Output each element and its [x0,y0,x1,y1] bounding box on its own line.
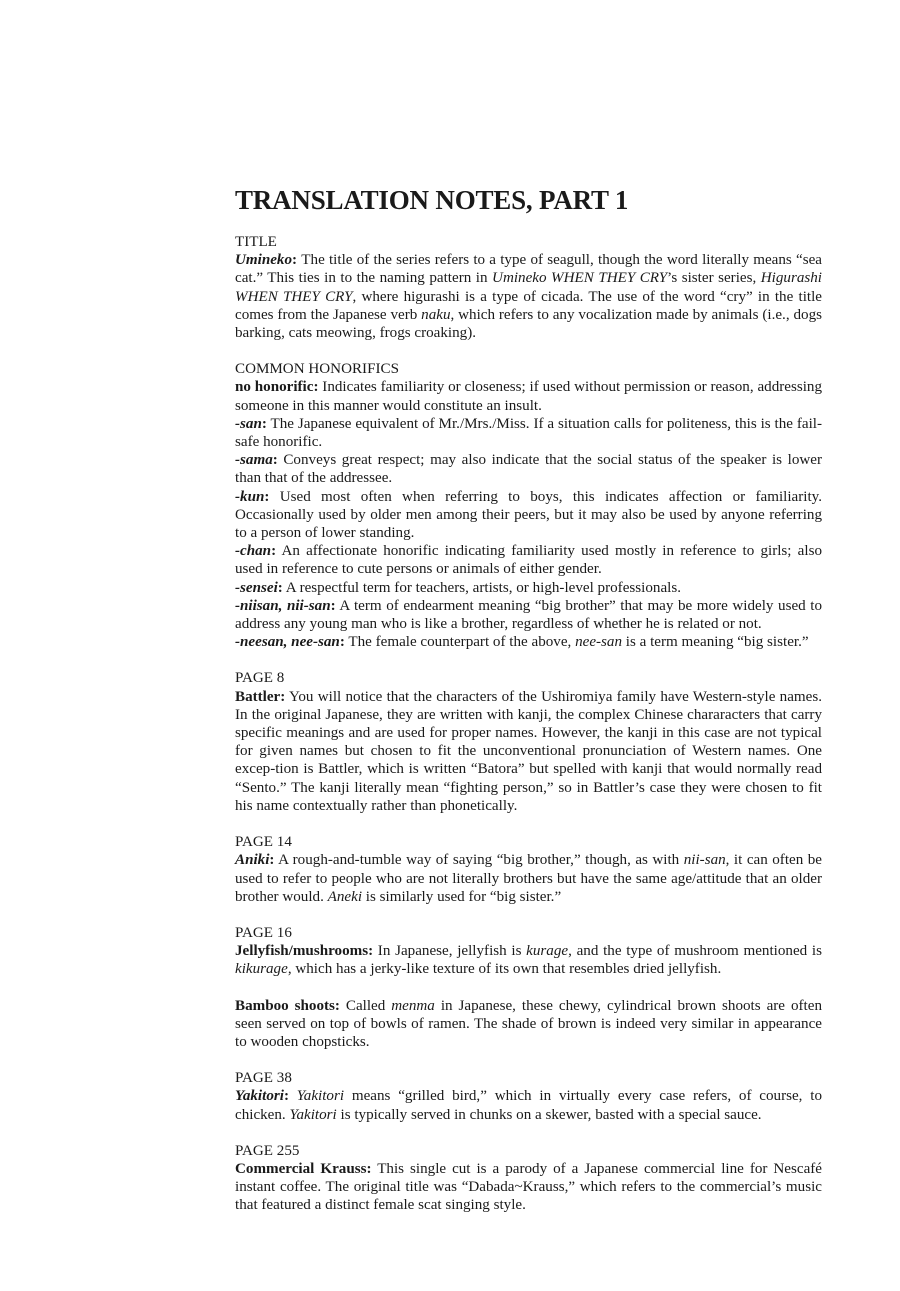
term-heading: -sensei [235,579,278,596]
note-entry [235,415,822,451]
term-heading: : [283,1088,289,1105]
note-text: , where higurashi is a type of cicada. The use of the word “cry” in the title comes from the Japanese verb [235,288,822,323]
note-text: nee-san [575,634,623,651]
note-entry [235,1160,822,1215]
term-heading: Umineko [235,252,293,269]
note-text: means “grilled bird,” which in virtually every case refers, of course, to chicken. [235,1088,822,1123]
term-heading: Aniki [235,852,270,869]
note-text: An affectionate honorific indicating familiarity used mostly in reference to girls; also used in reference to cute persons or animals of either gender. [235,543,822,578]
note-text: , it can often be used to refer to people who are not literally brothers but have the same age/attitude that an older brother would. [235,852,822,905]
note-text: A rough-and-tumble way of saying “big brother,” though, as with [274,852,684,869]
term-heading: : [269,852,275,869]
term-heading: Jellyfish/mushrooms: [235,943,374,960]
section-label: PAGE 14 [235,834,292,851]
note-text: A respectful term for teachers, artists, or high-level professionals. [282,579,681,596]
term-heading: : [292,252,302,269]
note-text: This single cut is a parody of a Japanese commercial line for Nescafé instant coffee. The original title was “Dabada~Krauss,” which refers to the commercial’s music that featured a distinct female scat singing style. [235,1160,822,1214]
note-text: kikurage [235,961,288,978]
term-heading: -neesan, nee-san [235,634,340,651]
note-entry [235,451,822,487]
section-label: PAGE 38 [235,1070,292,1087]
note-text: , which refers to any vocalization made by animals (i.e., dogs barking, cats meowing, frogs croaking). [235,306,822,342]
section-label: PAGE 255 [235,1142,300,1159]
section-label: TITLE [235,234,277,250]
term-heading: : [277,579,283,596]
note-text: is similarly used for “big sister.” [362,888,562,905]
note-text: is typically served in chunks on a skewer, basted with a special sauce. [336,1106,762,1123]
term-heading: : [264,488,270,505]
note-text: nii-san [683,852,726,869]
note-entry [235,597,822,633]
note-text: Aneki [327,888,363,905]
term-heading: Yakitori [235,1088,284,1105]
notes-sections [235,233,822,1215]
note-text: Yakitori [296,1088,345,1105]
note-entry [235,251,822,342]
page-title: TRANSLATION NOTES, PART 1 [235,185,629,215]
note-text: Conveys great respect; may also indicate that the social status of the speaker is lower than that of the addressee. [235,452,822,487]
note-text: Higurashi WHEN THEY CRY [235,270,822,305]
note-text: Yakitori [289,1106,337,1123]
document-page [235,183,822,1233]
note-entry [235,488,822,543]
note-text: , and the type of mushroom mentioned is [568,943,822,960]
note-text: kurage [526,943,569,960]
term-heading: : [272,452,278,469]
note-text: You will notice that the characters of the Ushiromiya family have Western-style names. In the original Japanese, they are written with kanji, the complex Chinese chararacters that carry specific meanings and are used for proper names. However, the kanji in this case are not typical for given names but chosen to fit the unconventional pronunciation of Western names. One excep-tion is Battler, which is written “Batora” but spelled with kanji that would normally read “Sento.” The kanji literally mean “fighting person,” so in Battler’s case they were chosen to fit his name contextually rather than phonetically. [235,688,822,814]
note-text: ’s sister series, [667,270,761,287]
term-heading: Commercial Krauss: [235,1160,372,1177]
note-text: The female counterpart of the above, [344,634,576,651]
note-text: In Japanese, jellyfish is [373,943,527,960]
term-heading: : [330,597,336,614]
term-heading: -san [235,415,262,432]
note-section [235,233,822,342]
note-entry [235,851,822,906]
note-text: naku [421,306,451,323]
note-text: A term of endearment meaning “big brother” that may be more widely used to address any young man who is like a brother, regardless of whether he is related or not. [235,597,822,633]
note-section [235,1142,822,1215]
section-label: COMMON HONORIFICS [235,361,399,378]
note-text: The Japanese equivalent of Mr./Mrs./Miss. If a situation calls for politeness, this is the fail-safe honorific. [235,415,822,451]
note-text: , which has a jerky-like texture of its own that resembles dried jellyfish. [287,961,722,978]
note-text [289,1088,297,1104]
note-entry [235,997,822,1052]
note-text: menma [391,997,435,1014]
note-section [235,924,822,1051]
note-entry [235,688,822,815]
note-entry [235,1087,822,1123]
note-entry [235,942,822,978]
note-section [235,833,822,906]
note-entry [235,378,822,414]
term-heading: : [271,543,277,560]
note-entry [235,579,822,597]
note-text: Indicates familiarity or closeness; if used without permission or reason, addressing someone in this manner would constitute an insult. [235,379,822,414]
note-text: Umineko WHEN THEY CRY [492,270,668,287]
term-heading: : [339,634,345,651]
term-heading: : [261,415,267,432]
term-heading: Bamboo shoots: [235,997,340,1014]
note-text: The title of the series refers to a type of seagull, though the word literally means “sea cat.” This ties in to the naming pattern in [235,252,822,287]
note-section [235,360,822,651]
term-heading: Battler: [235,688,286,705]
note-section [235,669,822,815]
term-heading: -kun [235,488,265,505]
section-label: PAGE 8 [235,670,285,687]
note-text: Used most often when referring to boys, this indicates affection or familiarity. Occasionally used by older men among their peers, but it may also be used by anyone referring to a person of lower standing. [235,488,822,542]
term-heading: -sama [235,452,273,469]
term-heading: -niisan, nii-san [235,597,331,614]
note-entry [235,542,822,578]
section-label: PAGE 16 [235,924,292,941]
term-heading: no honorific: [235,379,319,396]
note-text: Called [339,997,392,1014]
note-section [235,1069,822,1124]
note-entry [235,633,822,651]
note-text: is a term meaning “big sister.” [622,634,809,651]
note-text: in Japanese, these chewy, cylindrical brown shoots are often seen served on top of bowls of ramen. The shade of brown is indeed very similar in appearance to wooden chopsticks. [235,997,822,1050]
term-heading: -chan [235,543,272,560]
